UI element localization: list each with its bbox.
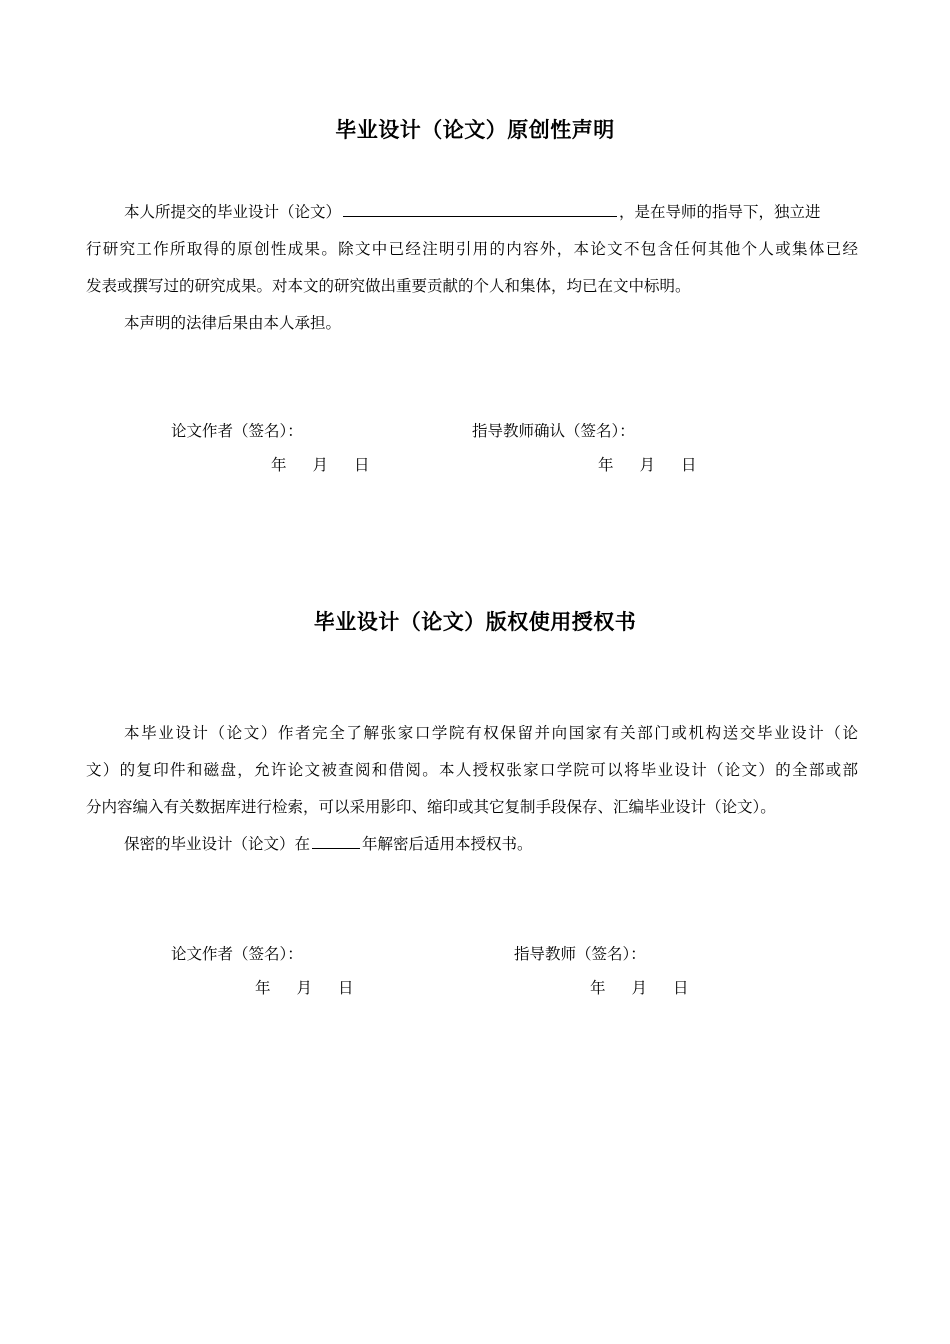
author-signature-date bbox=[271, 453, 396, 475]
authorization-line-1: 本毕业设计（论文）作者完全了解张家口学院有权保留并向国家有关部门或机构送交毕业设计（论 bbox=[124, 724, 858, 742]
declaration-line-2: 行研究工作所取得的原创性成果。除文中已经注明引用的内容外，本论文不包含任何其他个人或集体已经 bbox=[86, 240, 858, 258]
date-year: 年 bbox=[598, 456, 614, 474]
date-day: 日 bbox=[673, 979, 689, 997]
date-year: 年 bbox=[590, 979, 606, 997]
date-day: 日 bbox=[354, 456, 370, 474]
author-signature-label: 论文作者（签名）： bbox=[171, 422, 303, 440]
advisor-signature-label-2: 指导教师（签名）： bbox=[514, 945, 646, 963]
advisor-signature-label: 指导教师确认（签名）： bbox=[472, 422, 635, 440]
confidential-clause-pre: 保密的毕业设计（论文）在 bbox=[124, 835, 311, 853]
authorization-title: 毕业设计（论文）版权使用授权书 bbox=[313, 610, 637, 634]
declaration-line-3: 发表或撰写过的研究成果。对本文的研究做出重要贡献的个人和集体，均已在文中标明。 bbox=[86, 277, 691, 295]
confidential-clause-post: 年解密后适用本授权书。 bbox=[362, 835, 533, 853]
authorization-line-3: 分内容编入有关数据库进行检索，可以采用影印、缩印或其它复制手段保存、汇编毕业设计（论文）。 bbox=[86, 798, 776, 816]
declassify-year-blank[interactable] bbox=[312, 847, 360, 849]
advisor-signature-date bbox=[598, 453, 723, 475]
date-month: 月 bbox=[296, 979, 313, 997]
date-month: 月 bbox=[312, 456, 329, 474]
confidential-clause bbox=[86, 826, 858, 863]
date-month: 月 bbox=[639, 456, 656, 474]
date-day: 日 bbox=[681, 456, 697, 474]
declaration-line-1 bbox=[86, 194, 858, 231]
thesis-title-blank[interactable] bbox=[343, 215, 617, 217]
date-year: 年 bbox=[271, 456, 287, 474]
authorization-paragraph bbox=[86, 715, 858, 863]
date-year: 年 bbox=[255, 979, 271, 997]
author-signature-label-2: 论文作者（签名）： bbox=[171, 945, 303, 963]
date-day: 日 bbox=[338, 979, 354, 997]
declaration-liability: 本声明的法律后果由本人承担。 bbox=[124, 314, 342, 332]
declaration-line-1-post: ，是在导师的指导下，独立进 bbox=[619, 203, 821, 221]
author-signature-date-2 bbox=[255, 976, 380, 998]
advisor-signature-date-2 bbox=[590, 976, 715, 998]
date-month: 月 bbox=[631, 979, 648, 997]
declaration-title: 毕业设计（论文）原创性声明 bbox=[335, 118, 615, 142]
declaration-line-1-pre: 本人所提交的毕业设计（论文） bbox=[124, 203, 342, 221]
authorization-line-2: 文）的复印件和磁盘，允许论文被查阅和借阅。本人授权张家口学院可以将毕业设计（论文）的全部或部 bbox=[86, 761, 858, 779]
declaration-paragraph bbox=[86, 194, 858, 342]
